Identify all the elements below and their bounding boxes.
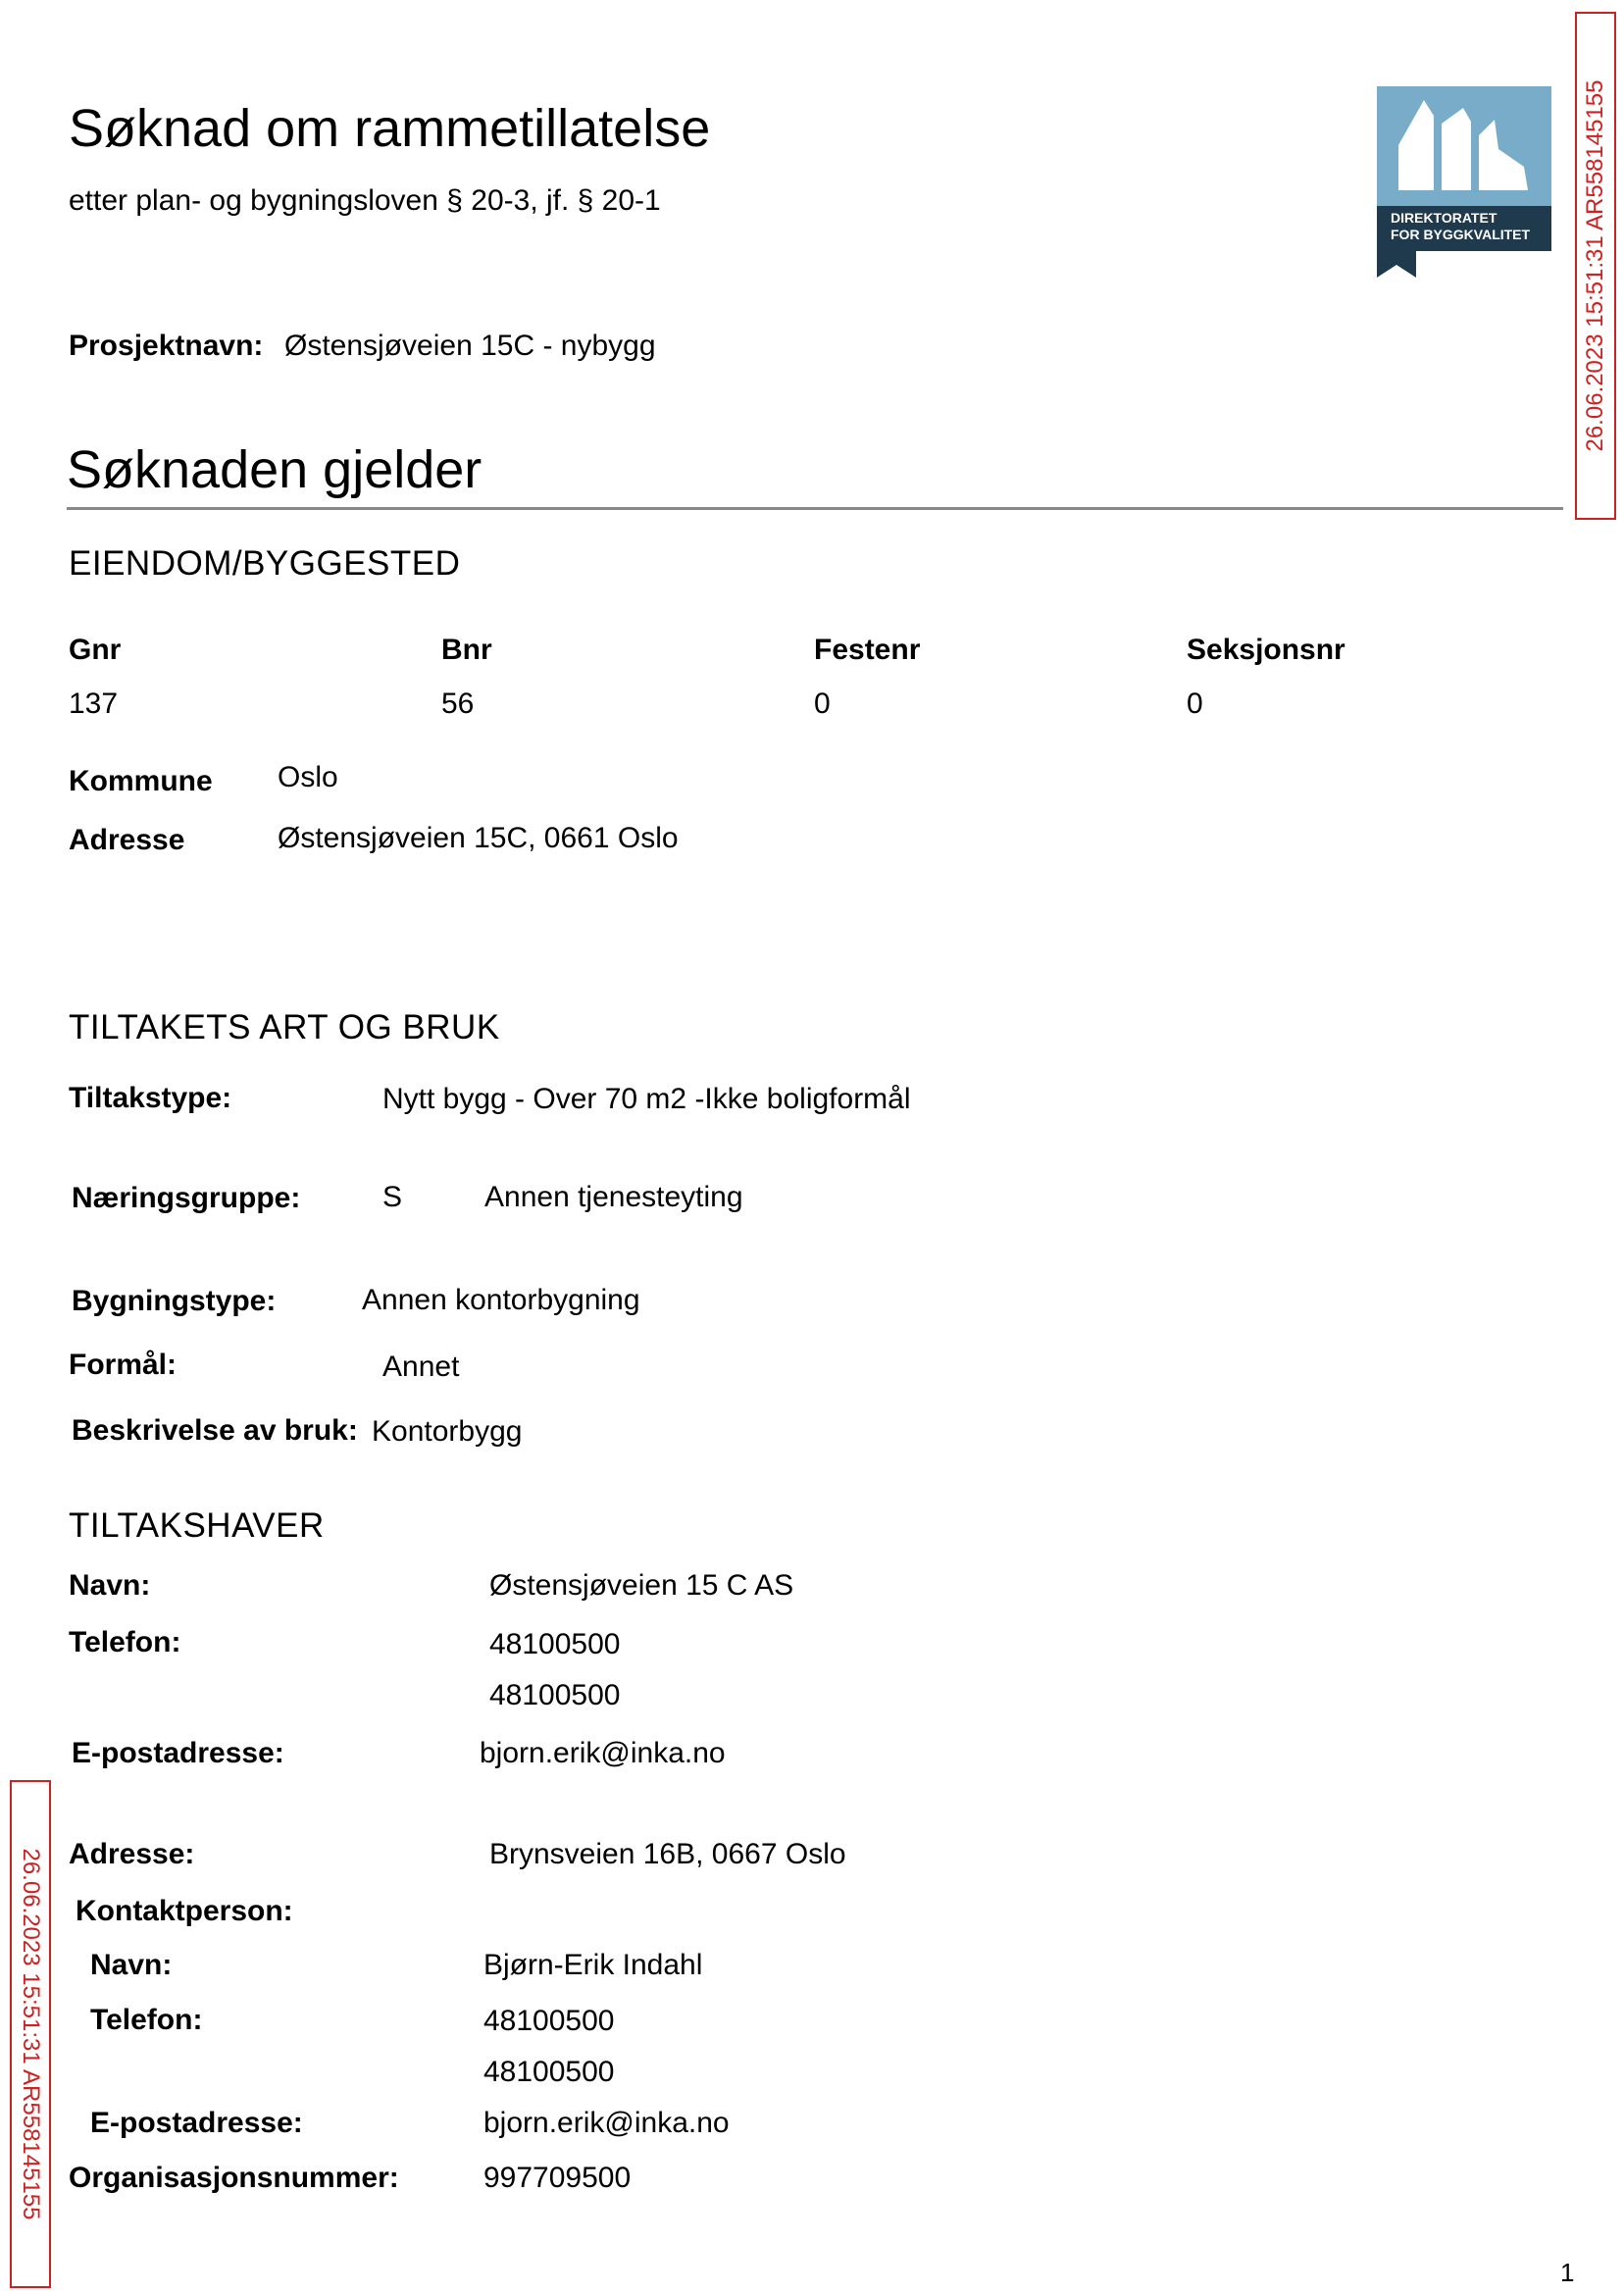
tiltakstype-value: Nytt bygg - Over 70 m2 -Ikke boligformål [382, 1083, 911, 1115]
adresse-label: Adresse [69, 824, 185, 856]
kontaktperson-label: Kontaktperson: [76, 1895, 293, 1927]
kp-telefon-value1: 48100500 [483, 2005, 615, 2037]
page-number: 1 [1560, 2258, 1575, 2287]
kp-navn-value: Bjørn-Erik Indahl [483, 1949, 703, 1981]
col-festenr: Festenr [814, 634, 921, 666]
section-divider [67, 507, 1563, 510]
beskrivelse-label: Beskrivelse av bruk: [72, 1414, 358, 1447]
th-epost-value: bjorn.erik@inka.no [480, 1737, 726, 1769]
kommune-label: Kommune [69, 765, 213, 797]
naeringsgruppe-code: S [382, 1181, 403, 1213]
tiltakstype-label: Tiltakstype: [69, 1082, 232, 1114]
val-festenr: 0 [814, 688, 831, 720]
th-adresse-label: Adresse: [69, 1838, 195, 1870]
kp-telefon-value2: 48100500 [483, 2056, 615, 2088]
document-subtitle: etter plan- og bygningsloven § 20-3, jf. § 20-1 [69, 184, 661, 217]
th-telefon-label: Telefon: [69, 1626, 181, 1658]
th-telefon-value1: 48100500 [489, 1628, 621, 1660]
col-bnr: Bnr [441, 634, 492, 666]
col-gnr: Gnr [69, 634, 122, 666]
tiltak-heading: TILTAKETS ART OG BRUK [69, 1008, 500, 1046]
property-heading: EIENDOM/BYGGESTED [69, 544, 461, 583]
dibk-logo-icon [1377, 86, 1551, 278]
beskrivelse-value: Kontorbygg [372, 1415, 523, 1448]
th-navn-value: Østensjøveien 15 C AS [489, 1569, 794, 1602]
th-telefon-value2: 48100500 [489, 1679, 621, 1711]
naeringsgruppe-label: Næringsgruppe: [72, 1182, 301, 1214]
val-gnr: 137 [69, 688, 119, 720]
bygningstype-value: Annen kontorbygning [362, 1284, 640, 1316]
adresse-value: Østensjøveien 15C, 0661 Oslo [278, 822, 679, 854]
col-seksjonsnr: Seksjonsnr [1187, 634, 1345, 666]
val-bnr: 56 [441, 688, 475, 720]
tiltakshaver-heading: TILTAKSHAVER [69, 1506, 325, 1545]
archive-stamp-left-text: 26.06.2023 15:51:31 AR558145155 [18, 1848, 44, 2220]
archive-stamp-right [1575, 12, 1616, 520]
project-label: Prosjektnavn: [69, 330, 264, 362]
th-navn-label: Navn: [69, 1569, 151, 1602]
th-epost-label: E-postadresse: [72, 1737, 284, 1769]
formal-label: Formål: [69, 1349, 178, 1381]
orgnr-label: Organisasjonsnummer: [69, 2162, 399, 2194]
kommune-value: Oslo [278, 761, 338, 793]
project-value: Østensjøveien 15C - nybygg [284, 330, 656, 362]
dibk-logo [1377, 86, 1551, 278]
logo-text-line2: FOR BYGGKVALITET [1391, 227, 1531, 242]
orgnr-value: 997709500 [483, 2162, 632, 2194]
logo-text-line1: DIREKTORATET [1391, 210, 1497, 226]
kp-telefon-label: Telefon: [90, 2004, 203, 2036]
formal-value: Annet [382, 1351, 460, 1383]
th-adresse-value: Brynsveien 16B, 0667 Oslo [489, 1838, 846, 1870]
archive-stamp-right-text: 26.06.2023 15:51:31 AR558145155 [1582, 79, 1608, 452]
kp-epost-label: E-postadresse: [90, 2107, 303, 2139]
kp-navn-label: Navn: [90, 1949, 173, 1981]
naeringsgruppe-value: Annen tjenesteyting [484, 1181, 743, 1213]
bygningstype-label: Bygningstype: [72, 1285, 277, 1317]
archive-stamp-left [10, 1780, 51, 2288]
section-title: Søknaden gjelder [67, 440, 482, 499]
kp-epost-value: bjorn.erik@inka.no [483, 2107, 730, 2139]
val-seksjonsnr: 0 [1187, 688, 1203, 720]
document-title: Søknad om rammetillatelse [69, 99, 711, 158]
